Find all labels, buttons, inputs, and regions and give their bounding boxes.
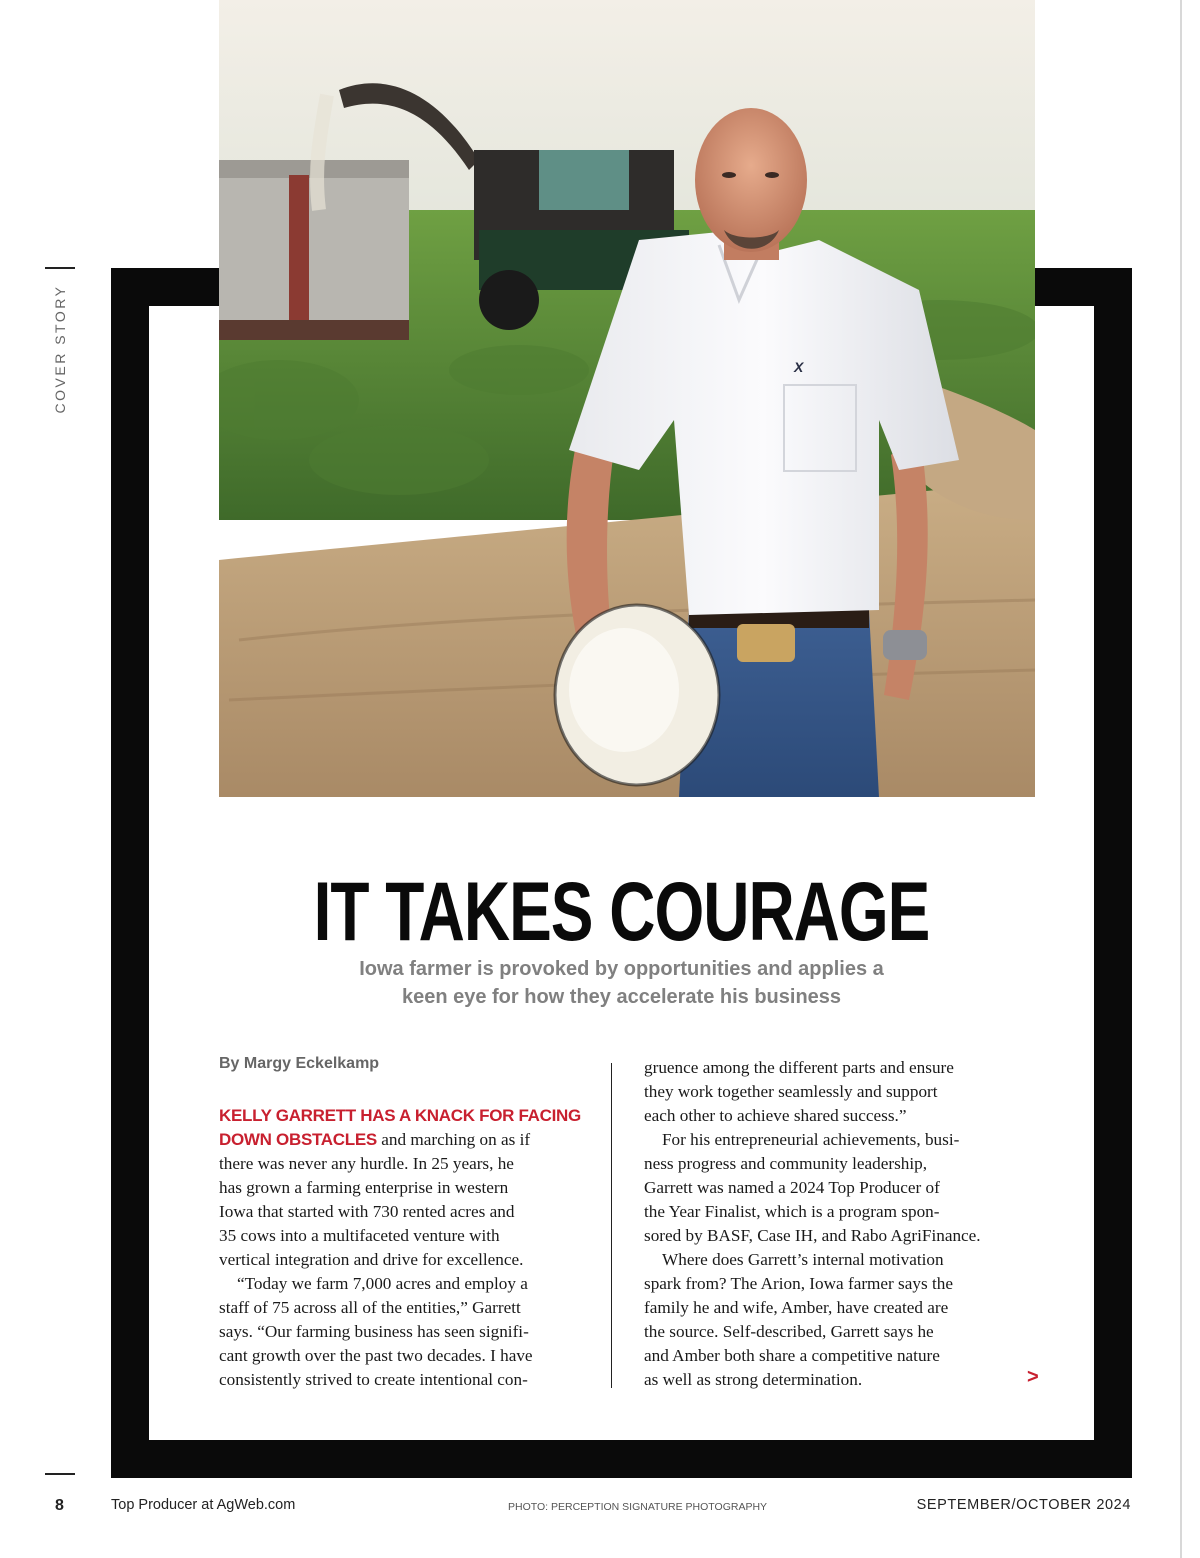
headline: IT TAKES COURAGE	[313, 864, 930, 959]
article-line: 35 cows into a multifaceted venture with	[219, 1226, 500, 1245]
article-line: as well as strong determination.	[644, 1370, 863, 1389]
lead-in-continuation: and marching on as if	[376, 1130, 531, 1149]
subheadline-line-1: Iowa farmer is provoked by opportunities and applies a	[359, 958, 884, 980]
article-column-right	[644, 1056, 1016, 1392]
article-line: ness progress and community leadership,	[644, 1154, 928, 1173]
article-column-left	[219, 1104, 587, 1392]
cover-photo	[219, 0, 1035, 797]
page-edge-line	[1180, 0, 1182, 1558]
article-line: sored by BASF, Case IH, and Rabo AgriFinance.	[644, 1226, 981, 1245]
photo-credit: PHOTO: PERCEPTION SIGNATURE PHOTOGRAPHY	[508, 1501, 768, 1513]
lead-in-line-2	[219, 1128, 587, 1152]
lead-in-line-1: KELLY GARRETT HAS A KNACK FOR FACING	[219, 1106, 581, 1125]
article-line: Garrett was named a 2024 Top Producer of	[644, 1178, 940, 1197]
section-label: COVER STORY	[52, 284, 68, 414]
article-line: says. “Our farming business has seen signifi-	[219, 1322, 529, 1341]
article-line: staff of 75 across all of the entities,” Garrett	[219, 1298, 521, 1317]
continue-arrow-icon[interactable]: >	[1027, 1366, 1039, 1388]
article-line: the Year Finalist, which is a program spon-	[644, 1202, 940, 1221]
article-line: Iowa that started with 730 rented acres and	[219, 1202, 515, 1221]
article-line: there was never any hurdle. In 25 years, he	[219, 1154, 514, 1173]
article-line: cant growth over the past two decades. I have	[219, 1346, 533, 1365]
article-line: Where does Garrett’s internal motivation	[662, 1250, 944, 1269]
article-line: they work together seamlessly and support	[644, 1082, 938, 1101]
article-line: “Today we farm 7,000 acres and employ a	[237, 1274, 528, 1293]
side-rule-top	[45, 267, 75, 269]
subheadline	[219, 955, 1024, 1011]
article-line: spark from? The Arion, Iowa farmer says the	[644, 1274, 953, 1293]
column-divider	[611, 1063, 612, 1388]
article-line: gruence among the different parts and ensure	[644, 1058, 954, 1077]
article-line: has grown a farming enterprise in western	[219, 1178, 509, 1197]
publication-name: Top Producer at AgWeb.com	[111, 1497, 296, 1513]
article-line: and Amber both share a competitive nature	[644, 1346, 940, 1365]
issue-date: SEPTEMBER/OCTOBER 2024	[916, 1497, 1131, 1513]
footer-rule	[45, 1473, 75, 1475]
subheadline-line-2: keen eye for how they accelerate his business	[401, 986, 842, 1008]
page-number: 8	[55, 1497, 64, 1514]
article-line: For his entrepreneurial achievements, busi-	[662, 1130, 960, 1149]
article-line: vertical integration and drive for excellence.	[219, 1250, 524, 1269]
article-line: the source. Self-described, Garrett says he	[644, 1322, 934, 1341]
article-line: each other to achieve shared success.”	[644, 1106, 907, 1125]
article-line: consistently strived to create intentional con-	[219, 1370, 528, 1389]
article-line: family he and wife, Amber, have created are	[644, 1298, 949, 1317]
byline: By Margy Eckelkamp	[219, 1055, 380, 1072]
svg-text:X: X	[794, 359, 804, 375]
lead-in-highlight: DOWN OBSTACLES	[219, 1130, 377, 1149]
